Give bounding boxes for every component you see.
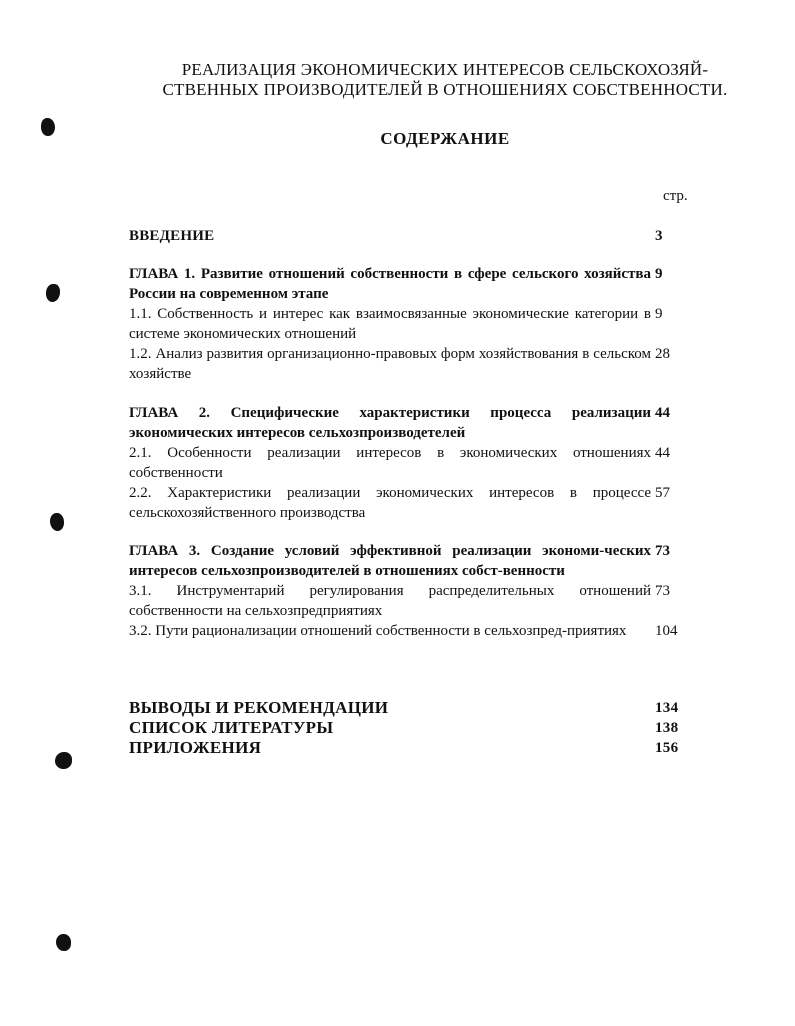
toc-section (129, 581, 695, 621)
toc-section (129, 344, 695, 384)
toc-entry-title: 3.1. Инструментарий регулирования распределительных отношений собственности на сельхозпредприятиях (129, 583, 651, 619)
punch-hole-mark (41, 118, 55, 136)
toc-chapter-title (129, 541, 695, 581)
toc-section (129, 304, 695, 344)
toc-entry-page: 73 (655, 543, 670, 559)
toc-entry-title: ГЛАВА 1. Развитие отношений собственности в сфере сельского хозяйства России на современном этапе (129, 266, 651, 302)
toc-entry-title: ГЛАВА 2. Специфические характеристики процесса реализации экономических интересов сельхозпроизводетелей (129, 405, 651, 441)
punch-hole-mark (55, 752, 72, 769)
punch-hole-mark (50, 513, 64, 531)
toc-entry-title: ГЛАВА 3. Создание условий эффективной реализации экономи-ческих интересов сельхозпроизводителей в отношениях собст-венности (129, 543, 651, 579)
toc-entry-title: ПРИЛОЖЕНИЯ (129, 738, 262, 757)
header-line-2: СТВЕННЫХ ПРОИЗВОДИТЕЛЕЙ В ОТНОШЕНИЯХ СОБСТВЕННОСТИ. (162, 80, 728, 99)
toc-chapter-title (129, 264, 695, 304)
toc-intro (129, 226, 695, 246)
toc-entry-page: 44 (655, 405, 670, 421)
toc-entry-title: 1.1. Собственность и интерес как взаимосвязанные экономические категории в системе экономических отношений (129, 306, 651, 342)
toc-chapter-title (129, 403, 695, 443)
toc-entry-conclusions (129, 698, 695, 718)
toc-entry-title: 3.2. Пути рационализации отношений собственности в сельхозпред-приятиях (129, 623, 627, 639)
toc-section (129, 621, 695, 641)
toc-entry-page: 73 (655, 583, 670, 599)
toc-chapter-3 (129, 541, 695, 641)
toc-entry-page: 28 (655, 346, 670, 362)
header-line-1: РЕАЛИЗАЦИЯ ЭКОНОМИЧЕСКИХ ИНТЕРЕСОВ СЕЛЬСКОХОЗЯЙ- (181, 60, 709, 79)
page-column-label: стр. (663, 188, 688, 204)
punch-hole-mark (56, 934, 71, 951)
toc-chapter-1 (129, 264, 695, 384)
toc-entry-page: 138 (655, 720, 679, 736)
document-header (160, 60, 730, 100)
toc-entry-title: ВВЕДЕНИЕ (129, 228, 215, 244)
toc-entry-title: 1.2. Анализ развития организационно-правовых форм хозяйствования в сельском хозяйстве (129, 346, 651, 382)
toc-entry-page: 156 (655, 740, 679, 756)
punch-hole-mark (46, 284, 60, 302)
toc-entry-title: 2.2. Характеристики реализации экономических интересов в процессе сельскохозяйственного производства (129, 485, 651, 521)
toc-entry-page: 9 (655, 266, 663, 282)
contents-title: СОДЕРЖАНИЕ (380, 129, 510, 148)
toc-section (129, 443, 695, 483)
toc-entry-page: 9 (655, 306, 663, 322)
toc-entry-page: 3 (655, 228, 663, 244)
toc-entry-page: 57 (655, 485, 670, 501)
toc-entry-bibliography (129, 718, 695, 738)
toc-entry-title: ВЫВОДЫ И РЕКОМЕНДАЦИИ (129, 698, 389, 717)
toc-entry-appendices (129, 738, 695, 758)
toc-entry-page: 134 (655, 700, 679, 716)
toc-entry-intro (129, 226, 695, 246)
toc-entry-title: СПИСОК ЛИТЕРАТУРЫ (129, 718, 334, 737)
toc-section (129, 483, 695, 523)
toc-chapter-2 (129, 403, 695, 523)
toc-entry-title: 2.1. Особенности реализации интересов в экономических отношениях собственности (129, 445, 651, 481)
toc-final-entries (129, 698, 695, 758)
toc-entry-page: 104 (655, 623, 678, 639)
toc-entry-page: 44 (655, 445, 670, 461)
